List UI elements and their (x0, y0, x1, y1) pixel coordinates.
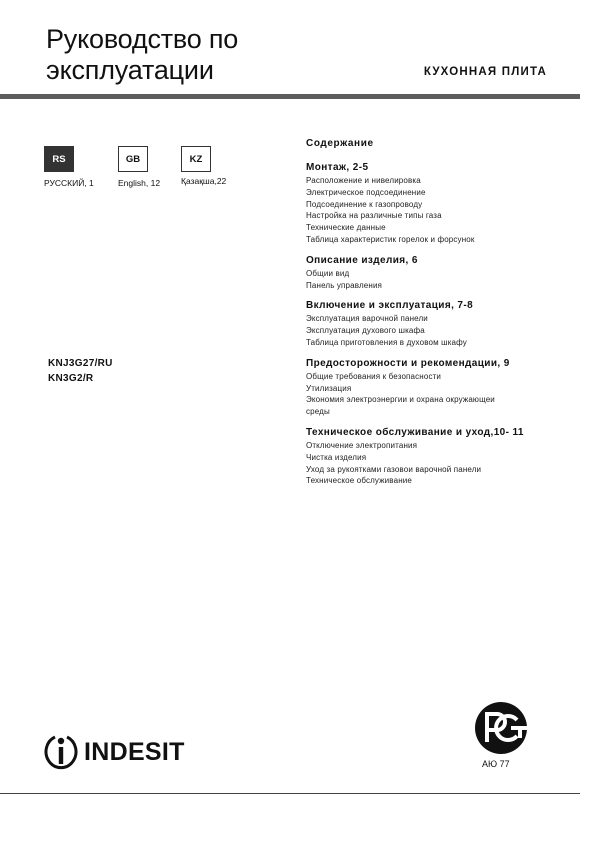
toc-item: Настройка на различные типы газа (306, 211, 442, 221)
toc-item: Расположение и нивелировка (306, 176, 421, 185)
toc-item: Уход за рукоятками газовои варочной панели (306, 464, 482, 474)
toc-item: Отключение электропитания (306, 440, 418, 450)
toc-item: Таблица приготовления в духовом шкафу (306, 337, 467, 347)
toc-item: Утилизация (306, 383, 352, 393)
toc-section-safety (306, 357, 561, 418)
toc-item: Подсоединение к газопроводу (306, 199, 423, 209)
language-box-gb[interactable]: GB (118, 146, 148, 172)
toc-section-installation (306, 161, 561, 246)
brand-logo (44, 732, 185, 772)
toc-item: среды (306, 407, 330, 417)
toc-item: Техническое обслуживание (306, 476, 412, 486)
title-line-1: Руководство по (46, 24, 239, 54)
language-label-kz: Қазақша,22 (181, 176, 227, 186)
language-label-rs: РУССКИЙ, 1 (44, 178, 94, 188)
toc-item: Эксплуатация духового шкафа (306, 326, 425, 336)
toc-section-description (306, 254, 561, 292)
brand-name: INDESIT (84, 737, 185, 766)
toc-item: Панель управления (306, 280, 383, 290)
language-box-rs[interactable]: RS (44, 146, 74, 172)
rst-certification-mark (473, 700, 531, 756)
language-label-gb: English, 12 (118, 178, 161, 188)
toc-item: Технические данные (306, 223, 386, 233)
title-line-2: эксплуатации (46, 55, 214, 85)
document-title (46, 24, 346, 86)
toc-section-operation (306, 299, 561, 348)
toc-section-maintenance (306, 426, 561, 487)
product-type: КУХОННАЯ ПЛИТА (423, 66, 547, 78)
toc-section-title[interactable]: Описание изделия, 6 (306, 254, 418, 266)
language-box-kz[interactable]: KZ (181, 146, 211, 172)
toc-section-title[interactable]: Включение и эксплуатация, 7-8 (306, 300, 474, 312)
toc-item: Общие требования к безопасности (306, 371, 442, 381)
toc-item: Общии вид (306, 268, 350, 278)
model-list (48, 356, 113, 386)
toc-section-title[interactable]: Монтаж, 2-5 (306, 162, 369, 173)
toc-item: Чистка изделия (306, 452, 367, 462)
toc-item: Таблица характеристик горелок и форсунок (306, 234, 475, 244)
contents-heading: Содержание (306, 138, 374, 149)
toc-section-title[interactable]: Предосторожности и рекомендации, 9 (306, 357, 510, 369)
toc-section-title[interactable]: Техническое обслуживание и уход,10- 11 (306, 426, 524, 438)
toc-item: Эксплуатация варочной панели (306, 314, 428, 324)
indesit-logo-icon (44, 732, 78, 772)
toc-item: Экономия электроэнергии и охрана окружающеи (306, 395, 495, 405)
certification-code: АЮ 77 (482, 759, 510, 769)
model-number: KN3G2/R (48, 373, 94, 384)
header-divider (0, 94, 580, 99)
table-of-contents (306, 138, 561, 495)
model-number: KNJ3G27/RU (48, 358, 113, 369)
footer-divider (0, 793, 580, 794)
toc-item: Электрическое подсоединение (306, 187, 426, 197)
